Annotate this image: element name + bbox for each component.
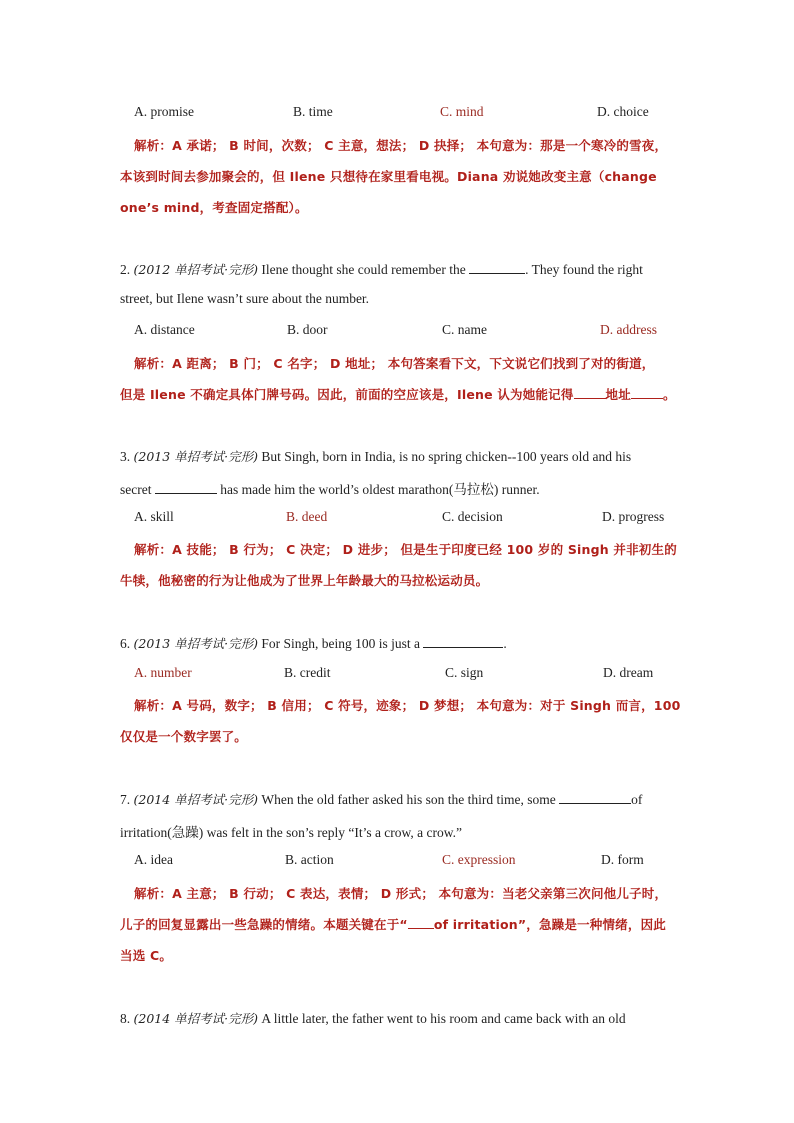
explanation-text: 儿子的回复显露出一些急躁的情绪。本题关键在于“ — [120, 917, 408, 932]
option-a: A. promise — [134, 104, 194, 119]
question-number: 2. — [120, 262, 131, 277]
explanation-text: of irritation”，急躁是一种情绪，因此 — [433, 917, 666, 932]
explanation-text: 。 — [662, 387, 676, 402]
stem-text: secret — [120, 482, 152, 497]
options-row — [134, 852, 680, 872]
question-source: (2014 单招考试·完形) — [133, 1011, 259, 1026]
option-b: B. action — [285, 852, 334, 867]
question-number: 6. — [120, 636, 131, 651]
question-stem-line2: irritation(急躁) was felt in the son’s reply “It’s a crow, a crow.” — [120, 825, 463, 840]
option-c: C. decision — [442, 509, 503, 524]
option-a: A. idea — [134, 852, 173, 867]
question-number: 3. — [120, 449, 131, 464]
question-source: (2012 单招考试·完形) — [133, 262, 259, 277]
option-a: A. skill — [134, 509, 174, 524]
explanation-line — [120, 915, 680, 933]
options-row — [134, 509, 680, 529]
stem-text: . They found the right — [525, 262, 643, 277]
options-row — [134, 104, 680, 124]
option-b: B. door — [287, 322, 328, 337]
option-b: B. time — [293, 104, 333, 119]
question-stem — [120, 1009, 680, 1027]
question-number: 8. — [120, 1011, 131, 1026]
stem-text: For Singh, being 100 is just a — [261, 636, 421, 651]
answer-blank — [559, 791, 631, 804]
question-stem — [120, 447, 680, 465]
stem-text: Ilene thought she could remember the — [261, 262, 466, 277]
explanation-blank — [574, 387, 606, 399]
option-d: D. choice — [597, 104, 649, 119]
option-c: C. sign — [445, 665, 484, 680]
question-number: 7. — [120, 792, 131, 807]
option-c: C. mind — [440, 104, 484, 119]
question-source: (2014 单招考试·完形) — [133, 792, 259, 807]
option-b: B. deed — [286, 509, 328, 524]
explanation-line: one’s mind，考查固定搭配）。 — [120, 200, 308, 215]
option-a: A. distance — [134, 322, 195, 337]
option-a: A. number — [134, 665, 192, 680]
question-stem-line2: street, but Ilene wasn’t sure about the number. — [120, 291, 370, 306]
answer-blank — [155, 481, 217, 494]
question-stem — [120, 260, 680, 278]
explanation-line: 解析：A 号码，数字； B 信用； C 符号，迹象； D 梦想； 本句意为：对于 Singh 而言，100 — [134, 698, 681, 713]
stem-text: of — [631, 792, 643, 807]
stem-text: When the old father asked his son the third time, some — [261, 792, 556, 807]
option-b: B. credit — [284, 665, 331, 680]
explanation-line: 解析：A 距离； B 门； C 名字； D 地址； 本句答案看下文，下文说它们找到了对的街道， — [134, 356, 655, 371]
stem-text: But Singh, born in India, is no spring chicken--100 years old and his — [261, 449, 632, 464]
explanation-line: 当选 C。 — [120, 948, 173, 963]
option-d: D. progress — [602, 509, 665, 524]
explanation-line: 仅仅是一个数字罢了。 — [120, 729, 248, 744]
explanation-blank — [408, 917, 434, 929]
explanation-line: 本该到时间去参加聚会的，但 Ilene 只想待在家里看电视。Diana 劝说她改变主意（change — [120, 169, 657, 184]
stem-text: A little later, the father went to his room and came back with an old — [261, 1011, 626, 1026]
option-d: D. form — [601, 852, 644, 867]
question-source: (2013 单招考试·完形) — [133, 449, 259, 464]
explanation-line: 解析：A 技能； B 行为； C 决定； D 进步； 但是生于印度已经 100 岁的 Singh 并非初生的 — [134, 542, 677, 557]
option-c: C. name — [442, 322, 487, 337]
option-d: D. dream — [603, 665, 654, 680]
stem-text: . — [503, 636, 507, 651]
explanation-line: 解析：A 主意； B 行动； C 表达，表情； D 形式； 本句意为：当老父亲第三次问他儿子时， — [134, 886, 668, 901]
question-stem — [120, 634, 680, 652]
question-stem-line2 — [120, 478, 680, 498]
option-d: D. address — [600, 322, 657, 337]
explanation-text: 地址 — [605, 387, 631, 402]
answer-blank — [469, 261, 525, 274]
question-stem — [120, 790, 680, 808]
answer-blank — [423, 635, 503, 648]
options-row — [134, 665, 680, 685]
explanation-line: 解析：A 承诺； B 时间，次数； C 主意，想法； D 抉择； 本句意为：那是一个寒冷的雪夜， — [134, 138, 668, 153]
explanation-text: 但是 Ilene 不确定具体门牌号码。因此，前面的空应该是，Ilene 认为她能记得 — [120, 387, 574, 402]
explanation-line: 牛犊，他秘密的行为让他成为了世界上年龄最大的马拉松运动员。 — [120, 573, 489, 588]
option-c: C. expression — [442, 852, 516, 867]
explanation-line — [120, 385, 680, 403]
stem-text: has made him the world’s oldest marathon(马拉松) runner. — [220, 482, 540, 497]
explanation-blank — [631, 387, 663, 399]
options-row — [134, 322, 680, 342]
question-source: (2013 单招考试·完形) — [133, 636, 259, 651]
